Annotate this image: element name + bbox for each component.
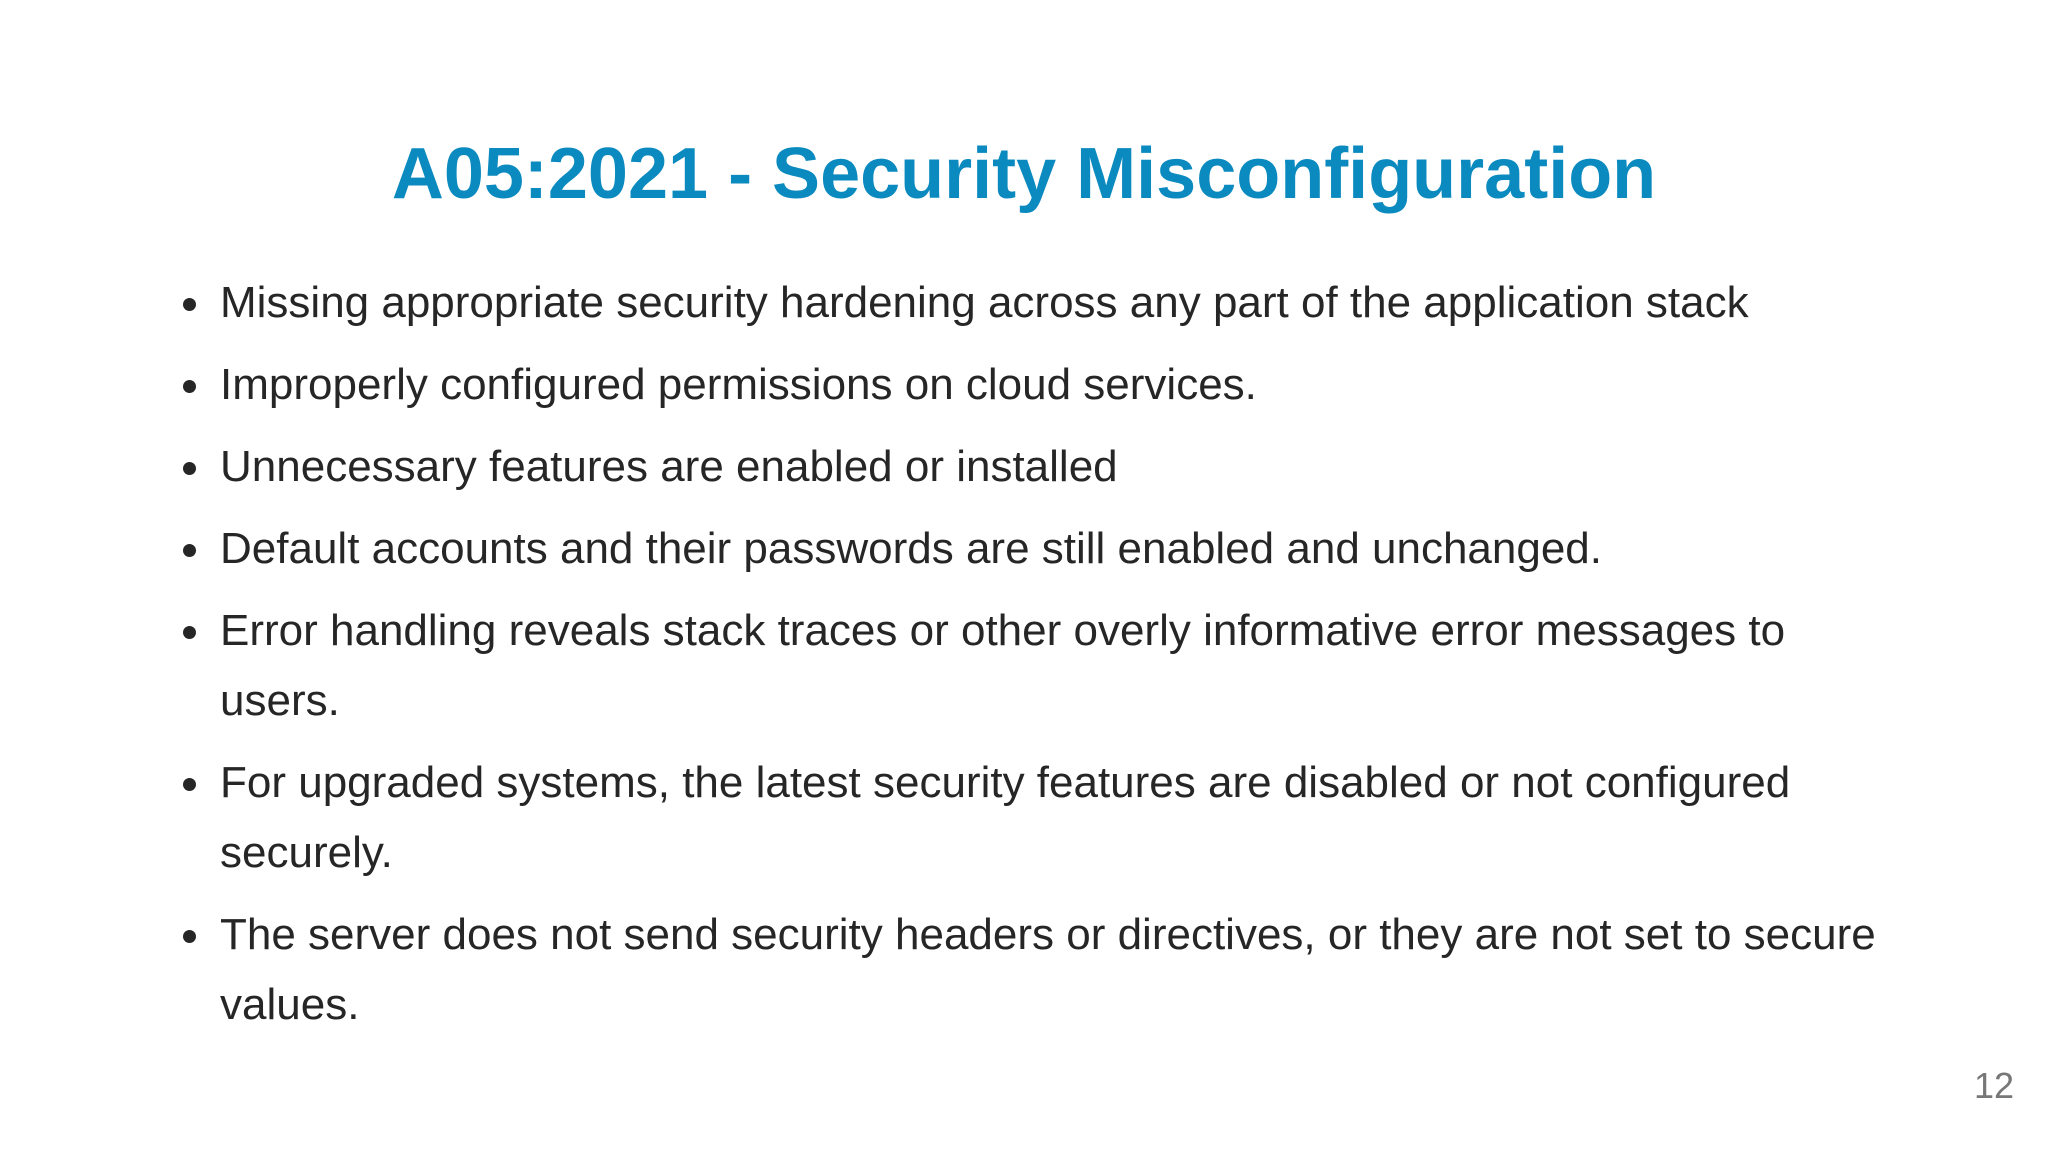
bullet-dot-icon xyxy=(183,930,196,943)
bullet-item xyxy=(220,748,1900,888)
bullet-item xyxy=(220,596,1900,736)
bullet-dot-icon xyxy=(183,626,196,639)
bullet-text: Default accounts and their passwords are still enabled and unchanged. xyxy=(220,524,1603,573)
bullet-item xyxy=(220,350,1900,420)
slide-title: A05:2021 - Security Misconfiguration xyxy=(391,134,1657,214)
bullet-list xyxy=(220,268,1900,1052)
bullet-item xyxy=(220,514,1900,584)
bullet-dot-icon xyxy=(183,544,196,557)
bullet-text: Missing appropriate security hardening across any part of the application stack xyxy=(220,278,1749,327)
bullet-text: The server does not send security headers or directives, or they are not set to secure values. xyxy=(220,910,1876,1029)
bullet-text: Error handling reveals stack traces or other overly informative error messages to users. xyxy=(220,606,1786,725)
bullet-item xyxy=(220,900,1900,1040)
page-number: 12 xyxy=(1973,1065,2014,1106)
bullet-dot-icon xyxy=(183,298,196,311)
bullet-dot-icon xyxy=(183,778,196,791)
bullet-dot-icon xyxy=(183,462,196,475)
bullet-item xyxy=(220,432,1900,502)
bullet-text: Unnecessary features are enabled or installed xyxy=(220,442,1118,491)
bullet-text: For upgraded systems, the latest security features are disabled or not configured securely. xyxy=(220,758,1791,877)
bullet-text: Improperly configured permissions on cloud services. xyxy=(220,360,1257,409)
bullet-dot-icon xyxy=(183,380,196,393)
bullet-item xyxy=(220,268,1900,338)
